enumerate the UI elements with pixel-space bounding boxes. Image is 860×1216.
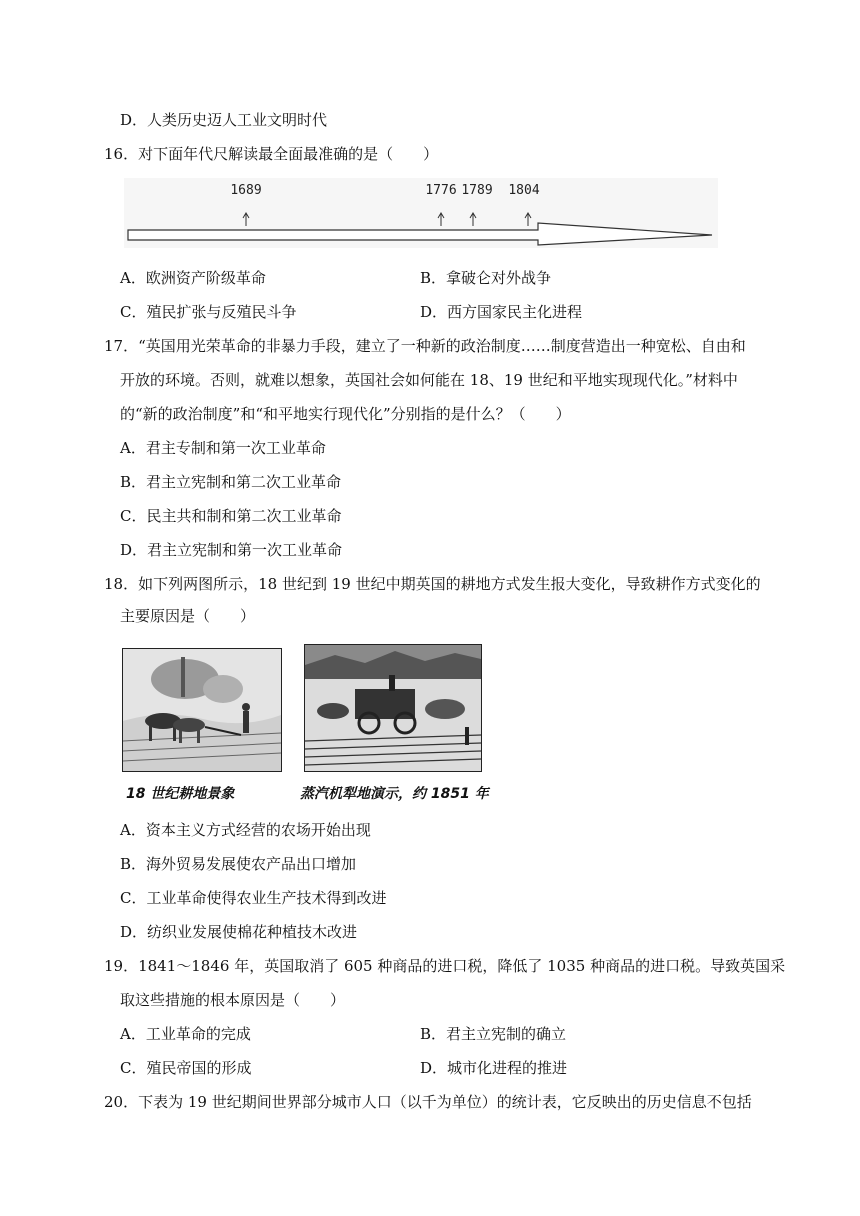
year-1789: 1789 <box>461 183 493 198</box>
q19-option-c: C．殖民帝国的形成 <box>120 1059 252 1077</box>
year-1804: 1804 <box>508 183 540 198</box>
q16-option-d: D．西方国家民主化进程 <box>420 303 583 321</box>
q18-option-d: D．纺织业发展使棉花种植技木改进 <box>120 923 358 941</box>
q17-option-b: B．君主立宪制和第二次工业革命 <box>120 473 342 491</box>
q18-option-a: A．资本主义方式经营的农场开始出现 <box>120 821 371 839</box>
q17-stem-line2: 开放的环境。否则，就难以想象，英国社会如何能在 18、19 世纪和平地实现现代化。”材料中 <box>120 371 738 389</box>
q16-option-b: B．拿破仑对外战争 <box>420 269 552 287</box>
timeline-graphic <box>124 178 718 248</box>
q17-option-c: C．民主共和制和第二次工业革命 <box>120 507 342 525</box>
q17-stem-line3: 的“新的政治制度”和“和平地实行现代化”分别指的是什么？（ ） <box>120 405 571 423</box>
q19-option-d: D．城市化进程的推进 <box>420 1059 568 1077</box>
q16-option-c: C．殖民扩张与反殖民斗争 <box>120 303 297 321</box>
q17-stem-line1: 17．“英国用光荣革命的非暴力手段，建立了一种新的政治制度……制度营造出一种宽松、自由和 <box>104 337 746 355</box>
q19-stem-line1: 19．1841～1846 年，英国取消了 605 种商品的进口税，降低了 1035 种商品的进口税。导致英国采 <box>104 957 786 975</box>
q18-stem-line1: 18．如下列两图所示，18 世纪到 19 世纪中期英国的耕地方式发生报大变化，导致耕作方式变化的 <box>104 575 761 593</box>
q17-option-a: A．君主专制和第一次工业革命 <box>120 439 326 457</box>
steam-plough-demonstration-illustration <box>304 644 482 772</box>
q18-stem-line2: 主要原因是（ ） <box>120 607 256 625</box>
year-1689: 1689 <box>230 183 262 198</box>
q16-timeline <box>124 178 718 248</box>
q17-option-d: D．君主立宪制和第一次工业革命 <box>120 541 343 559</box>
q19-option-b: B．君主立宪制的确立 <box>420 1025 567 1043</box>
plowing-18th-century-illustration <box>122 648 282 772</box>
q19-option-a: A．工业革命的完成 <box>120 1025 251 1043</box>
year-1776: 1776 <box>425 183 457 198</box>
q18-option-c: C．工业革命使得农业生产技术得到改进 <box>120 889 387 907</box>
caption-18th-century-plowing: 18 世纪耕地景象 <box>126 786 235 802</box>
q15-option-d: D．人类历史迈人工业文明时代 <box>120 111 328 129</box>
q18-option-b: B．海外贸易发展使农产品出口增加 <box>120 855 357 873</box>
q16-option-a: A．欧洲资产阶级革命 <box>120 269 266 287</box>
caption-steam-plough-1851: 蒸汽机犁地演示，约 1851 年 <box>300 786 489 802</box>
q20-stem-line1: 20．下表为 19 世纪期间世界部分城市人口（以千为单位）的统计表，它反映出的历史信息不包括 <box>104 1093 752 1111</box>
q16-stem: 16．对下面年代尺解读最全面最准确的是（ ） <box>104 145 439 163</box>
q19-stem-line2: 取这些措施的根本原因是（ ） <box>120 991 346 1009</box>
